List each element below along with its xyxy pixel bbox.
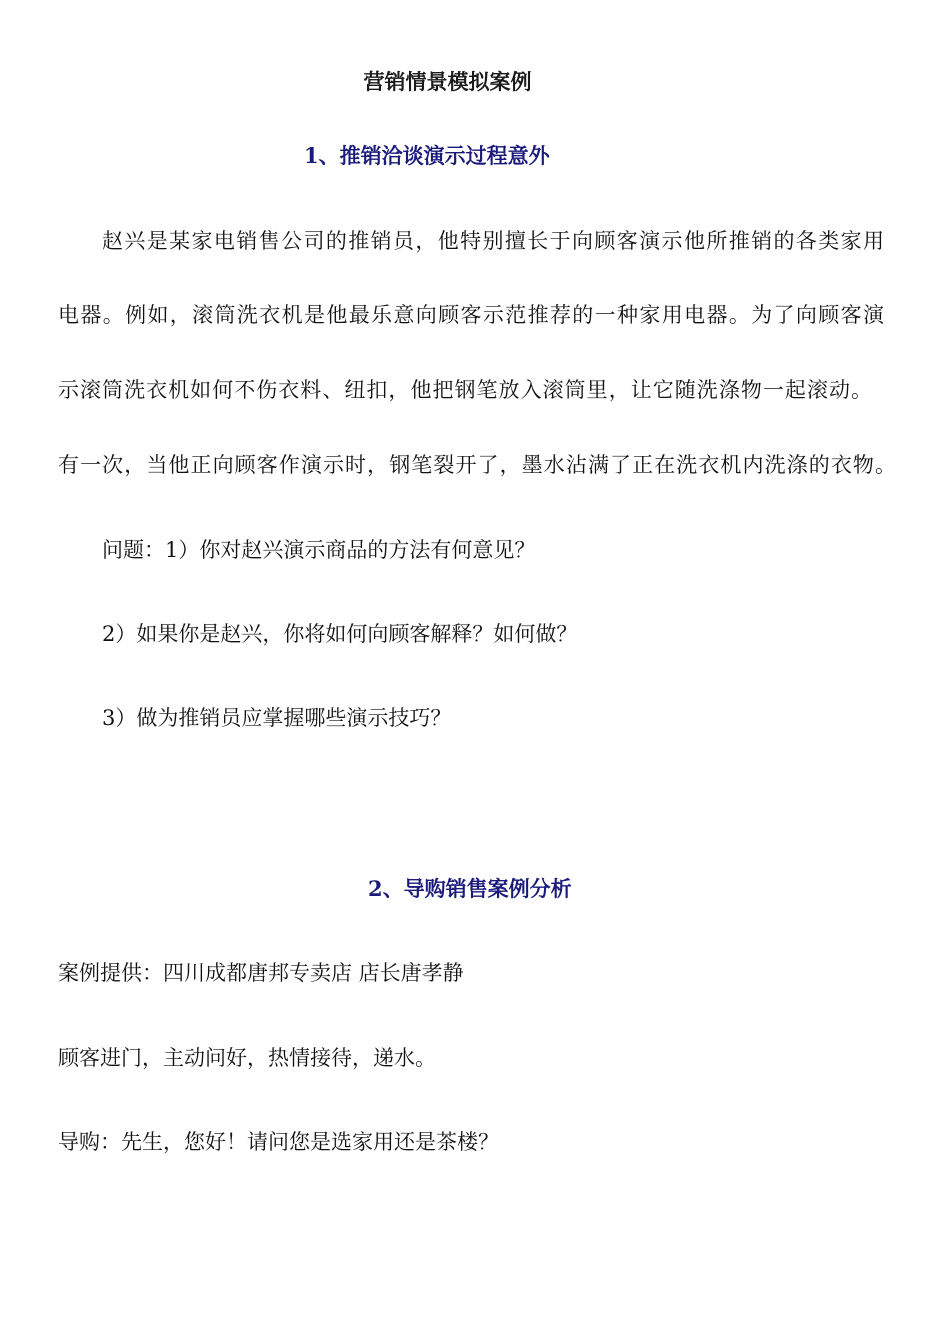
narration-line: 顾客进门，主动问好，热情接待，递水。: [58, 1046, 436, 1070]
case-provider-line: 案例提供：四川成都唐邦专卖店 店长唐孝静: [58, 961, 464, 985]
paragraph-line: 有一次，当他正向顾客作演示时，钢笔裂开了，墨水沾满了正在洗衣机内洗涤的衣物。: [58, 453, 896, 477]
paragraph-line: 示滚筒洗衣机如何不伤衣料、纽扣，他把钢笔放入滚筒里，让它随洗涤物一起滚动。: [58, 378, 872, 402]
paragraph-line: 赵兴是某家电销售公司的推销员，他特别擅长于向顾客演示他所推销的各类家用: [102, 229, 884, 253]
question-2: 2）如果你是赵兴，你将如何向顾客解释？如何做？: [102, 622, 578, 646]
section-1-heading: 1、推销洽谈演示过程意外: [304, 143, 550, 168]
dialogue-line: 导购：先生，您好！请问您是选家用还是茶楼？: [58, 1130, 499, 1154]
question-1: 问题：1）你对赵兴演示商品的方法有何意见？: [102, 538, 536, 562]
question-3: 3）做为推销员应掌握哪些演示技巧？: [102, 706, 452, 730]
document-title: 营销情景模拟案例: [363, 69, 532, 94]
paragraph-line: 电器。例如，滚筒洗衣机是他最乐意向顾客示范推荐的一种家用电器。为了向顾客演: [58, 303, 884, 327]
section-2-heading: 2、导购销售案例分析: [368, 876, 572, 901]
